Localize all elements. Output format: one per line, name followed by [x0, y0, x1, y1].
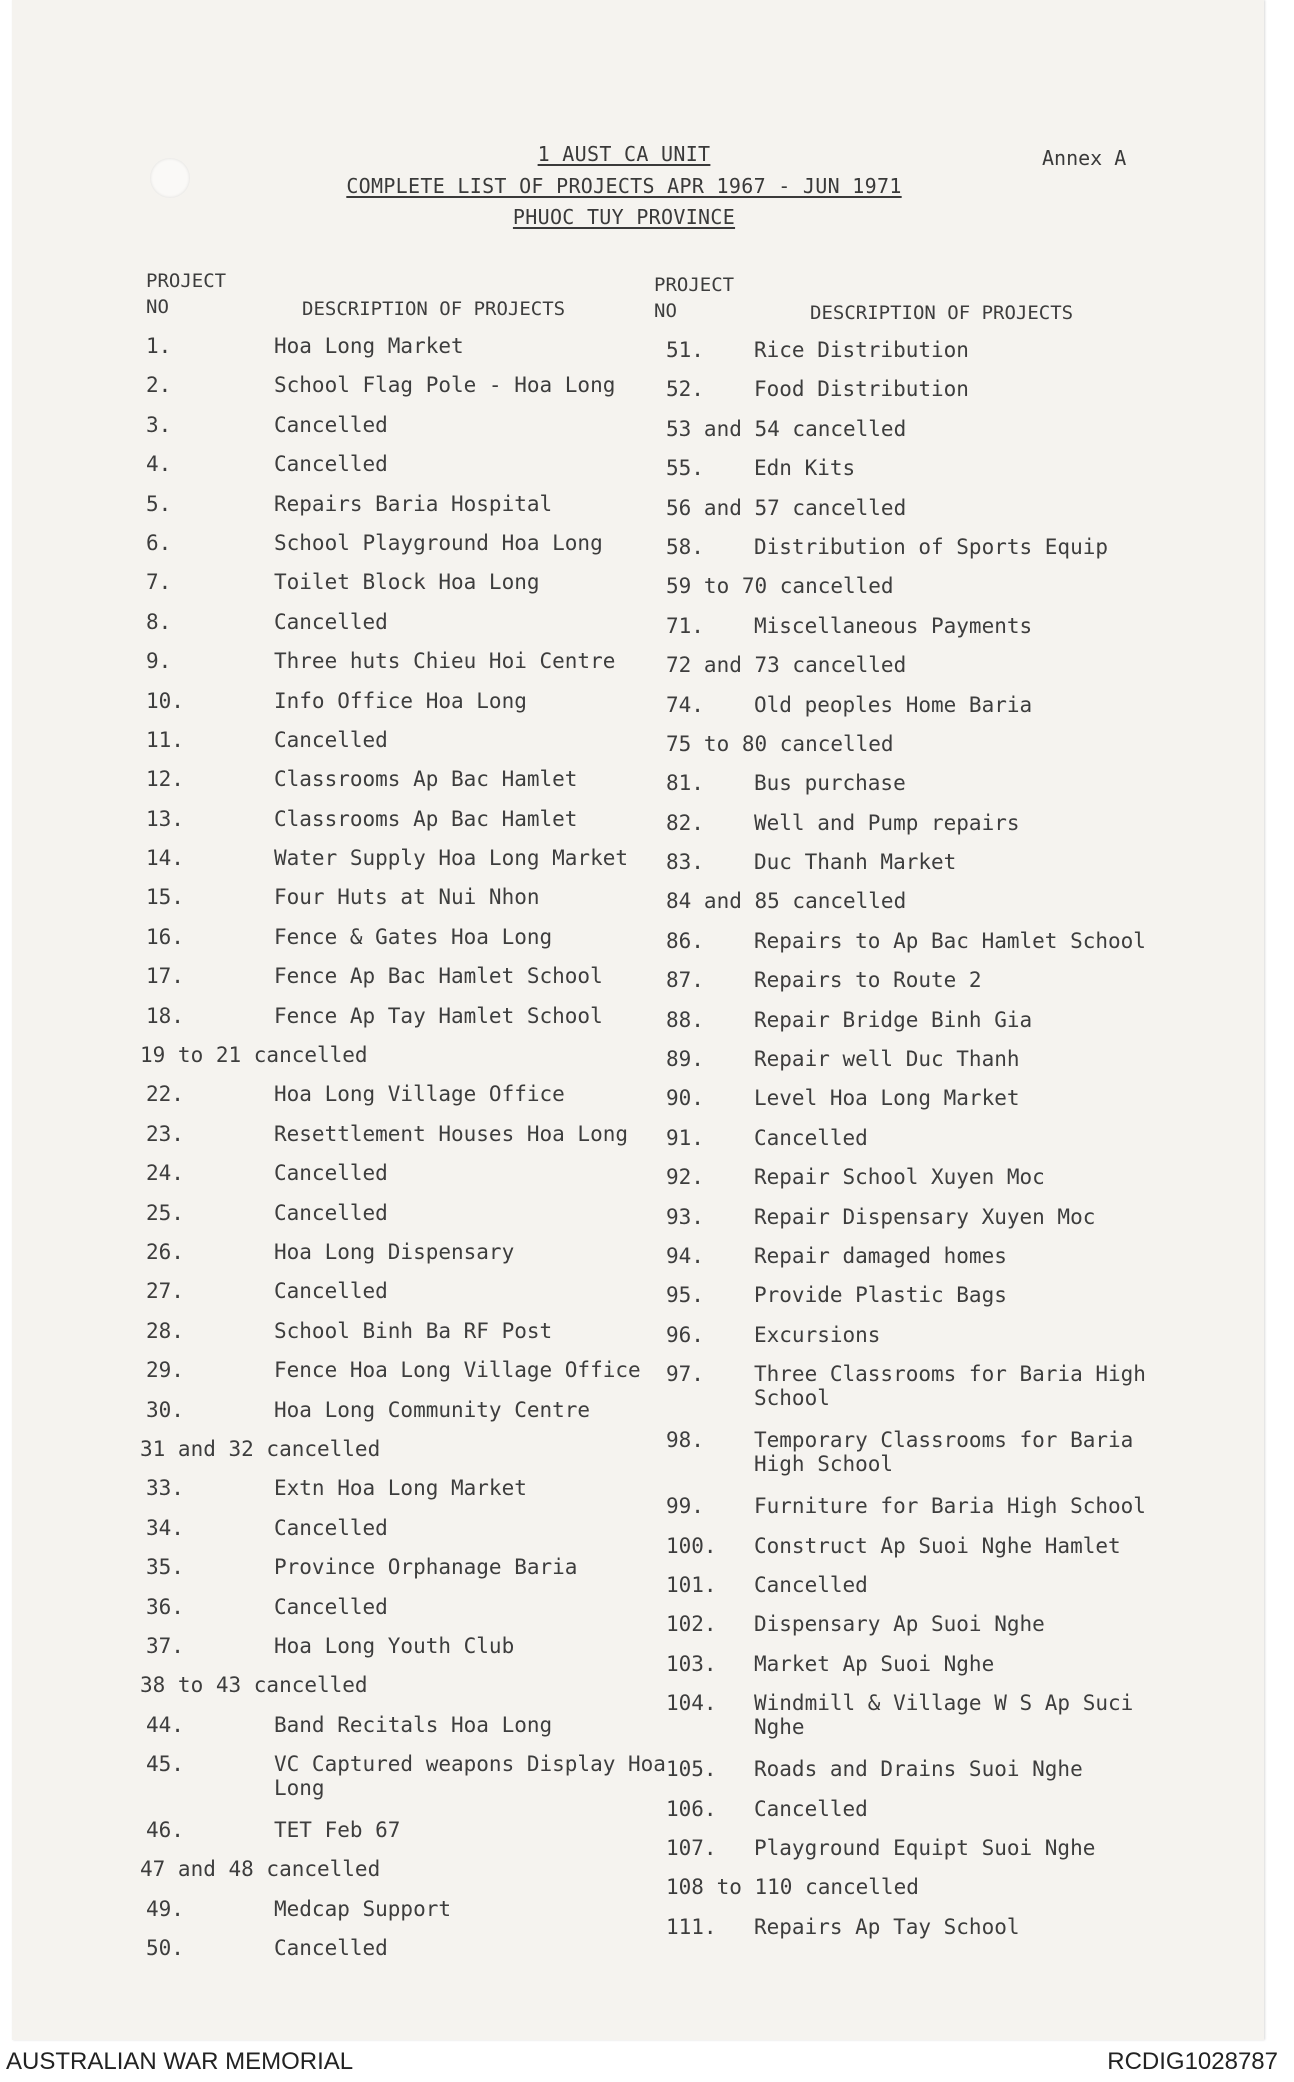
project-row [648, 1047, 1188, 1086]
project-number: 86. [666, 928, 704, 953]
project-number: 23. [146, 1121, 184, 1146]
project-description: VC Captured weapons Display Hoa Long [274, 1752, 666, 1801]
project-row [648, 1573, 1188, 1612]
project-number: 26. [146, 1239, 184, 1264]
project-description: Temporary Classrooms for Baria High School [754, 1428, 1134, 1477]
project-row [132, 807, 652, 846]
project-number: 12. [146, 767, 184, 792]
project-row [132, 1857, 652, 1896]
project-number: 16. [146, 924, 184, 949]
project-row [648, 1126, 1188, 1165]
project-row [132, 1713, 652, 1752]
project-number: 97. [666, 1362, 704, 1387]
project-row [648, 417, 1188, 456]
project-row [648, 1757, 1188, 1796]
project-number: 96. [666, 1322, 704, 1347]
project-number: 2. [146, 373, 172, 398]
project-description: Three huts Chieu Hoi Centre [274, 649, 616, 674]
project-description: Repair Dispensary Xuyen Moc [754, 1204, 1096, 1229]
project-row [648, 693, 1188, 732]
project-number: 3. [146, 412, 172, 437]
project-row [132, 1437, 652, 1476]
project-description: Classrooms Ap Bac Hamlet [274, 806, 578, 831]
project-number: 87. [666, 968, 704, 993]
project-row [648, 456, 1188, 495]
project-description: School Flag Pole - Hoa Long [274, 373, 616, 398]
project-row [648, 1915, 1188, 1954]
cancelled-range: 38 to 43 cancelled [140, 1673, 368, 1698]
project-number: 55. [666, 456, 704, 481]
project-number: 99. [666, 1494, 704, 1519]
project-row [132, 1936, 652, 1975]
project-number: 29. [146, 1358, 184, 1383]
project-row [648, 574, 1188, 613]
project-row [132, 1476, 652, 1515]
project-description: Cancelled [274, 1515, 388, 1540]
project-description: Cancelled [274, 1200, 388, 1225]
project-description: Repair Bridge Binh Gia [754, 1007, 1033, 1032]
project-number: 4. [146, 452, 172, 477]
project-row [132, 610, 652, 649]
project-description: Cancelled [754, 1796, 868, 1821]
project-row [132, 1634, 652, 1673]
project-row [132, 373, 652, 412]
project-row [132, 1595, 652, 1634]
cancelled-range: 84 and 85 cancelled [666, 889, 907, 914]
project-description: Three Classrooms for Baria High School [754, 1362, 1146, 1411]
project-number: 101. [666, 1572, 717, 1597]
project-description: School Playground Hoa Long [274, 530, 603, 555]
cancelled-range: 53 and 54 cancelled [666, 416, 907, 441]
project-description: Food Distribution [754, 377, 969, 402]
project-description: TET Feb 67 [274, 1818, 401, 1843]
project-number: 7. [146, 570, 172, 595]
project-description: Info Office Hoa Long [274, 688, 527, 713]
project-row [648, 1008, 1188, 1047]
unit-heading: 1 AUST CA UNIT [537, 142, 711, 166]
project-row [648, 1362, 1188, 1428]
project-number: 102. [666, 1612, 717, 1637]
project-description: Playground Equipt Suoi Nghe [754, 1835, 1096, 1860]
project-row [648, 1086, 1188, 1125]
project-row [648, 1836, 1188, 1875]
project-number: 28. [146, 1318, 184, 1343]
cancelled-range: 75 to 80 cancelled [666, 731, 894, 756]
project-number: 90. [666, 1086, 704, 1111]
project-row [132, 1752, 666, 1818]
province-heading: PHUOC TUY PROVINCE [512, 205, 736, 229]
project-number: 93. [666, 1204, 704, 1229]
project-number: 51. [666, 338, 704, 362]
project-description: Repairs to Ap Bac Hamlet School [754, 928, 1146, 953]
project-description: School Binh Ba RF Post [274, 1318, 553, 1343]
project-row [132, 413, 652, 452]
project-number: 106. [666, 1796, 717, 1821]
project-description: Fence Ap Tay Hamlet School [274, 1003, 603, 1028]
archive-id: RCDIG1028787 [1107, 2048, 1278, 2075]
project-row [132, 885, 652, 924]
project-row [648, 377, 1188, 416]
annex-label: Annex A [1042, 146, 1127, 170]
project-row [648, 1428, 1188, 1494]
project-number: 25. [146, 1200, 184, 1225]
project-number: 8. [146, 609, 172, 634]
project-row [648, 1494, 1188, 1533]
project-row [648, 1534, 1188, 1573]
project-description: Excursions [754, 1322, 881, 1347]
project-row [648, 732, 1188, 771]
project-description: Four Huts at Nui Nhon [274, 885, 540, 910]
project-description: Toilet Block Hoa Long [274, 570, 540, 595]
project-number: 35. [146, 1555, 184, 1580]
project-number: 17. [146, 964, 184, 989]
project-row [648, 1323, 1188, 1362]
project-description: Fence Hoa Long Village Office [274, 1358, 641, 1383]
description-header: DESCRIPTION OF PROJECTS [810, 302, 1074, 324]
document-page [12, 0, 1264, 2040]
project-row [132, 649, 652, 688]
project-description: Fence & Gates Hoa Long [274, 924, 553, 949]
project-number: 89. [666, 1047, 704, 1072]
project-row [648, 1205, 1188, 1244]
cancelled-range: 19 to 21 cancelled [140, 1043, 368, 1068]
project-description: Province Orphanage Baria [274, 1555, 578, 1580]
project-description: Water Supply Hoa Long Market [274, 846, 629, 871]
project-row [132, 1043, 652, 1082]
project-description: Distribution of Sports Equip [754, 534, 1109, 559]
project-number: 58. [666, 534, 704, 559]
project-row [132, 689, 652, 728]
cancelled-range: 108 to 110 cancelled [666, 1875, 919, 1900]
project-row [132, 1358, 652, 1397]
project-number: 105. [666, 1757, 717, 1782]
project-no-header: PROJECT NO [146, 270, 227, 318]
project-row [132, 1122, 652, 1161]
project-row [132, 1897, 652, 1936]
project-description: Classrooms Ap Bac Hamlet [274, 767, 578, 792]
project-description: Hoa Long Youth Club [274, 1633, 515, 1658]
project-row [132, 570, 652, 609]
project-row [132, 1555, 652, 1594]
description-header: DESCRIPTION OF PROJECTS [302, 298, 566, 320]
project-number: 92. [666, 1165, 704, 1190]
project-description: Extn Hoa Long Market [274, 1476, 527, 1501]
project-description: Hoa Long Village Office [274, 1082, 565, 1107]
project-number: 98. [666, 1428, 704, 1453]
project-number: 91. [666, 1125, 704, 1150]
project-row [132, 1398, 652, 1437]
project-row [132, 1319, 652, 1358]
project-row [648, 535, 1188, 574]
project-number: 100. [666, 1533, 717, 1558]
project-number: 88. [666, 1007, 704, 1032]
project-number: 11. [146, 727, 184, 752]
project-number: 52. [666, 377, 704, 402]
project-row [132, 728, 652, 767]
project-number: 6. [146, 530, 172, 555]
project-description: Old peoples Home Baria [754, 692, 1033, 717]
project-row [648, 1797, 1188, 1836]
project-number: 82. [666, 810, 704, 835]
project-description: Windmill & Village W S Ap Suci Nghe [754, 1691, 1134, 1740]
project-description: Hoa Long Market [274, 334, 464, 358]
project-row [132, 1240, 652, 1279]
project-number: 10. [146, 688, 184, 713]
project-description: Medcap Support [274, 1896, 452, 1921]
project-description: Repairs Ap Tay School [754, 1914, 1020, 1939]
project-description: Repairs to Route 2 [754, 968, 982, 993]
project-row [132, 1082, 652, 1121]
project-row [132, 1279, 652, 1318]
project-row [648, 1652, 1188, 1691]
project-no-header: PROJECT NO [654, 274, 735, 322]
column-header [648, 272, 1188, 338]
project-row [648, 614, 1188, 653]
project-description: Cancelled [274, 1161, 388, 1186]
project-description: Hoa Long Community Centre [274, 1397, 591, 1422]
project-description: Construct Ap Suoi Nghe Hamlet [754, 1533, 1121, 1558]
project-row [132, 846, 652, 885]
document-title: COMPLETE LIST OF PROJECTS APR 1967 - JUN 1971 [346, 174, 902, 198]
project-number: 103. [666, 1651, 717, 1676]
project-row [648, 771, 1188, 810]
project-description: Cancelled [274, 1594, 388, 1619]
cancelled-range: 72 and 73 cancelled [666, 653, 907, 678]
project-row [132, 767, 652, 806]
project-number: 74. [666, 692, 704, 717]
cancelled-range: 47 and 48 cancelled [140, 1857, 381, 1882]
project-description: Roads and Drains Suoi Nghe [754, 1757, 1083, 1782]
project-description: Furniture for Baria High School [754, 1494, 1146, 1519]
cancelled-range: 56 and 57 cancelled [666, 495, 907, 520]
project-row [648, 1283, 1188, 1322]
project-description: Bus purchase [754, 771, 906, 796]
project-number: 37. [146, 1633, 184, 1658]
project-description: Band Recitals Hoa Long [274, 1712, 553, 1737]
project-description: Repairs Baria Hospital [274, 491, 553, 516]
project-description: Fence Ap Bac Hamlet School [274, 964, 603, 989]
project-row [648, 1244, 1188, 1283]
project-description: Level Hoa Long Market [754, 1086, 1020, 1111]
project-description: Cancelled [754, 1572, 868, 1597]
project-description: Cancelled [754, 1125, 868, 1150]
project-number: 30. [146, 1397, 184, 1422]
project-row [132, 1673, 652, 1712]
projects-column-left [132, 268, 666, 1976]
project-number: 34. [146, 1515, 184, 1540]
project-row [648, 1875, 1188, 1914]
project-row [648, 338, 1188, 377]
project-number: 50. [146, 1936, 184, 1961]
project-row [132, 925, 652, 964]
project-row [648, 1612, 1188, 1651]
project-row [648, 1691, 1188, 1757]
project-number: 24. [146, 1161, 184, 1186]
project-row [648, 496, 1188, 535]
project-number: 18. [146, 1003, 184, 1028]
project-number: 13. [146, 806, 184, 831]
project-number: 44. [146, 1712, 184, 1737]
project-number: 49. [146, 1896, 184, 1921]
project-number: 104. [666, 1691, 717, 1716]
project-number: 36. [146, 1594, 184, 1619]
project-row [648, 653, 1188, 692]
project-number: 45. [146, 1752, 184, 1777]
project-description: Cancelled [274, 1279, 388, 1304]
project-number: 111. [666, 1914, 717, 1939]
project-row [132, 1161, 652, 1200]
project-description: Rice Distribution [754, 338, 969, 362]
project-row [132, 1516, 652, 1555]
project-number: 1. [146, 334, 172, 358]
project-number: 107. [666, 1835, 717, 1860]
project-description: Cancelled [274, 452, 388, 477]
project-row [648, 929, 1188, 968]
project-number: 22. [146, 1082, 184, 1107]
project-number: 71. [666, 613, 704, 638]
project-row [132, 531, 652, 570]
project-description: Provide Plastic Bags [754, 1283, 1007, 1308]
project-number: 15. [146, 885, 184, 910]
project-number: 9. [146, 649, 172, 674]
project-row [648, 850, 1188, 889]
project-description: Market Ap Suoi Nghe [754, 1651, 995, 1676]
project-description: Resettlement Houses Hoa Long [274, 1121, 629, 1146]
project-description: Repair well Duc Thanh [754, 1047, 1020, 1072]
project-description: Cancelled [274, 609, 388, 634]
archive-source: AUSTRALIAN WAR MEMORIAL [6, 2048, 354, 2075]
project-description: Cancelled [274, 1936, 388, 1961]
project-number: 83. [666, 850, 704, 875]
project-number: 33. [146, 1476, 184, 1501]
project-row [648, 889, 1188, 928]
column-header [132, 268, 652, 334]
project-row [132, 964, 652, 1003]
project-row [648, 968, 1188, 1007]
project-number: 14. [146, 846, 184, 871]
project-description: Edn Kits [754, 456, 856, 481]
project-number: 95. [666, 1283, 704, 1308]
project-number: 5. [146, 491, 172, 516]
project-description: Well and Pump repairs [754, 810, 1020, 835]
project-number: 94. [666, 1243, 704, 1268]
project-description: Miscellaneous Payments [754, 613, 1033, 638]
project-description: Repair damaged homes [754, 1243, 1007, 1268]
project-row [132, 334, 652, 373]
project-description: Dispensary Ap Suoi Nghe [754, 1612, 1045, 1637]
cancelled-range: 59 to 70 cancelled [666, 574, 894, 599]
project-number: 27. [146, 1279, 184, 1304]
project-row [132, 1004, 652, 1043]
project-description: Cancelled [274, 412, 388, 437]
projects-column-right [648, 272, 1188, 1954]
project-row [132, 452, 652, 491]
project-description: Hoa Long Dispensary [274, 1239, 515, 1264]
project-row [132, 492, 652, 531]
project-number: 81. [666, 771, 704, 796]
project-row [132, 1818, 652, 1857]
project-description: Cancelled [274, 727, 388, 752]
project-description: Repair School Xuyen Moc [754, 1165, 1045, 1190]
project-description: Duc Thanh Market [754, 850, 957, 875]
cancelled-range: 31 and 32 cancelled [140, 1436, 381, 1461]
project-number: 46. [146, 1818, 184, 1843]
project-row [648, 1165, 1188, 1204]
project-row [132, 1201, 652, 1240]
project-row [648, 811, 1188, 850]
